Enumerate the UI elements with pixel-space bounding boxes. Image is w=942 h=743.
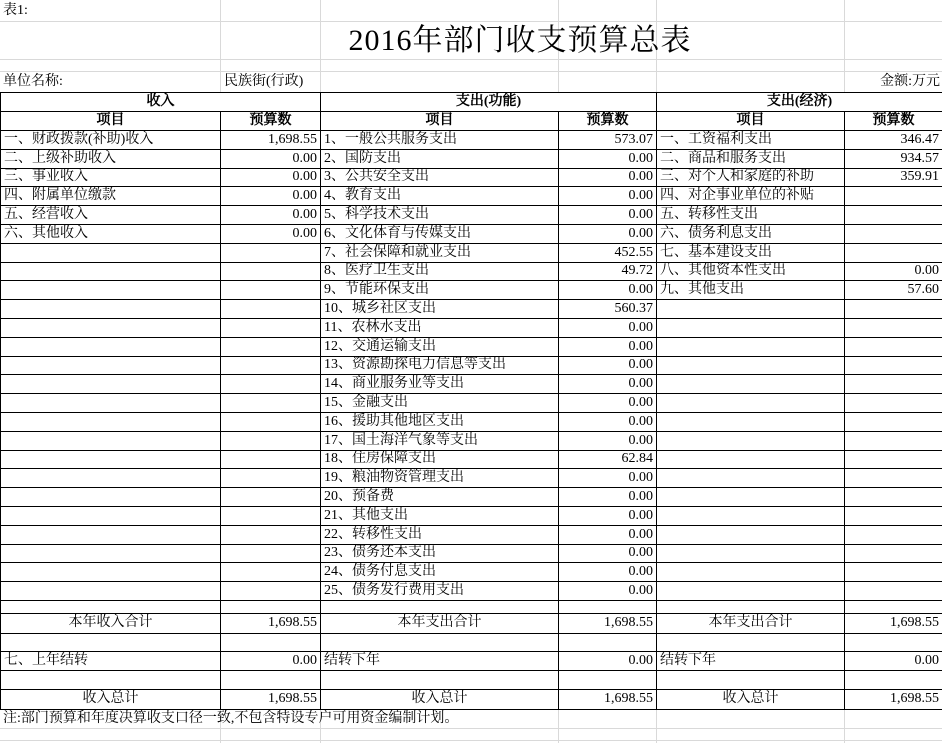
budget-value-cell: 0.00 — [559, 469, 657, 488]
item-label-cell: 三、事业收入 — [1, 168, 221, 187]
item-label-cell: 结转下年 — [321, 651, 559, 670]
item-label-cell — [1, 633, 221, 651]
item-label-cell: 收入总计 — [1, 689, 221, 709]
spacer-row — [0, 729, 942, 741]
item-label-cell: 八、其他资本性支出 — [657, 262, 845, 281]
item-label-cell — [657, 318, 845, 337]
item-label-cell: 九、其他支出 — [657, 281, 845, 300]
budget-value-cell — [221, 525, 321, 544]
item-label-cell: 12、交通运输支出 — [321, 337, 559, 356]
item-label-cell: 五、转移性支出 — [657, 206, 845, 225]
budget-value-cell: 1,698.55 — [845, 613, 942, 633]
item-label-cell — [1, 600, 221, 613]
item-label-cell: 18、住房保障支出 — [321, 450, 559, 469]
item-label-cell — [1, 300, 221, 319]
budget-value-cell: 1,698.55 — [221, 689, 321, 709]
sheet-label-row — [0, 0, 942, 22]
budget-value-cell — [845, 318, 942, 337]
budget-value-cell — [845, 337, 942, 356]
item-label-cell: 23、债务还本支出 — [321, 544, 559, 563]
budget-value-cell: 0.00 — [559, 224, 657, 243]
group-header-revenue: 收入 — [1, 93, 321, 112]
item-label-cell: 本年支出合计 — [321, 613, 559, 633]
budget-value-cell — [221, 375, 321, 394]
table-row — [1, 431, 942, 450]
item-label-cell — [657, 300, 845, 319]
item-label-cell: 13、资源勘探电力信息等支出 — [321, 356, 559, 375]
item-label-cell — [657, 506, 845, 525]
item-label-cell: 3、公共安全支出 — [321, 168, 559, 187]
budget-value-cell: 0.00 — [559, 412, 657, 431]
budget-value-cell — [845, 488, 942, 507]
budget-value-cell — [845, 431, 942, 450]
budget-value-cell: 0.00 — [559, 168, 657, 187]
year-total-row — [1, 613, 942, 633]
budget-value-cell: 573.07 — [559, 131, 657, 150]
budget-value-cell — [845, 582, 942, 601]
budget-value-cell: 1,698.55 — [845, 689, 942, 709]
budget-value-cell: 1,698.55 — [221, 613, 321, 633]
budget-value-cell — [845, 469, 942, 488]
unit-row — [0, 72, 942, 92]
budget-value-cell: 0.00 — [221, 224, 321, 243]
item-label-cell: 17、国土海洋气象等支出 — [321, 431, 559, 450]
item-label-cell — [657, 469, 845, 488]
item-label-cell: 四、附属单位缴款 — [1, 187, 221, 206]
item-label-cell — [657, 394, 845, 413]
item-label-cell — [657, 450, 845, 469]
item-label-cell: 2、国防支出 — [321, 149, 559, 168]
table-row — [1, 356, 942, 375]
budget-value-cell — [221, 356, 321, 375]
item-label-cell: 本年支出合计 — [657, 613, 845, 633]
item-label-cell — [657, 525, 845, 544]
budget-value-cell — [559, 633, 657, 651]
budget-value-cell — [221, 412, 321, 431]
budget-value-cell — [221, 431, 321, 450]
item-label-cell: 收入总计 — [657, 689, 845, 709]
item-label-cell: 11、农林水支出 — [321, 318, 559, 337]
budget-value-cell: 0.00 — [559, 356, 657, 375]
budget-value-cell — [221, 262, 321, 281]
item-label-cell: 二、商品和服务支出 — [657, 149, 845, 168]
item-label-cell — [657, 337, 845, 356]
budget-value-cell — [845, 506, 942, 525]
item-label-cell — [657, 544, 845, 563]
item-label-cell: 七、上年结转 — [1, 651, 221, 670]
budget-value-cell: 0.00 — [559, 187, 657, 206]
unit-name-value: 民族街(行政) — [224, 75, 303, 89]
budget-value-cell: 0.00 — [845, 651, 942, 670]
budget-value-cell — [845, 525, 942, 544]
budget-value-cell — [221, 582, 321, 601]
item-label-cell — [657, 633, 845, 651]
item-label-cell — [321, 670, 559, 689]
spacer-table-row — [1, 670, 942, 689]
column-header-budget: 预算数 — [559, 112, 657, 131]
item-label-cell: 20、预备费 — [321, 488, 559, 507]
item-label-cell — [657, 488, 845, 507]
budget-value-cell — [221, 450, 321, 469]
budget-value-cell — [221, 281, 321, 300]
spacer-table-row — [1, 633, 942, 651]
item-label-cell: 结转下年 — [657, 651, 845, 670]
item-label-cell: 25、债务发行费用支出 — [321, 582, 559, 601]
item-label-cell — [657, 412, 845, 431]
budget-value-cell: 560.37 — [559, 300, 657, 319]
budget-value-cell: 0.00 — [221, 206, 321, 225]
item-label-cell — [1, 525, 221, 544]
item-label-cell — [1, 337, 221, 356]
budget-value-cell: 0.00 — [559, 318, 657, 337]
item-label-cell: 8、医疗卫生支出 — [321, 262, 559, 281]
item-label-cell — [1, 431, 221, 450]
budget-value-cell: 62.84 — [559, 450, 657, 469]
budget-value-cell — [845, 187, 942, 206]
item-label-cell — [1, 544, 221, 563]
item-label-cell: 一、工资福利支出 — [657, 131, 845, 150]
table-row — [1, 224, 942, 243]
item-label-cell: 5、科学技术支出 — [321, 206, 559, 225]
item-label-cell — [657, 356, 845, 375]
item-label-cell: 4、教育支出 — [321, 187, 559, 206]
group-header-expenditure-economic: 支出(经济) — [657, 93, 942, 112]
item-label-cell — [657, 563, 845, 582]
budget-value-cell — [221, 300, 321, 319]
table-row — [1, 563, 942, 582]
budget-value-cell: 0.00 — [559, 206, 657, 225]
budget-value-cell — [845, 633, 942, 651]
item-label-cell — [1, 412, 221, 431]
budget-value-cell: 0.00 — [221, 651, 321, 670]
budget-value-cell: 1,698.55 — [221, 131, 321, 150]
item-label-cell: 三、对个人和家庭的补助 — [657, 168, 845, 187]
footnote-row — [0, 710, 942, 729]
budget-value-cell — [221, 337, 321, 356]
budget-value-cell: 0.00 — [559, 651, 657, 670]
group-header-row — [1, 93, 942, 112]
budget-value-cell — [221, 469, 321, 488]
table-row — [1, 131, 942, 150]
budget-value-cell — [845, 300, 942, 319]
item-label-cell — [657, 670, 845, 689]
spacer-row — [0, 60, 942, 72]
table-body — [1, 131, 942, 710]
column-header-budget: 预算数 — [845, 112, 942, 131]
budget-value-cell — [221, 633, 321, 651]
table-row — [1, 544, 942, 563]
budget-value-cell: 346.47 — [845, 131, 942, 150]
budget-value-cell: 0.00 — [221, 187, 321, 206]
item-label-cell: 五、经营收入 — [1, 206, 221, 225]
budget-value-cell — [845, 356, 942, 375]
budget-value-cell: 0.00 — [559, 506, 657, 525]
item-label-cell — [1, 670, 221, 689]
item-label-cell: 本年收入合计 — [1, 613, 221, 633]
budget-value-cell — [845, 450, 942, 469]
budget-value-cell — [221, 563, 321, 582]
budget-value-cell: 0.00 — [559, 394, 657, 413]
table-row — [1, 375, 942, 394]
table-row — [1, 394, 942, 413]
budget-value-cell: 0.00 — [221, 149, 321, 168]
budget-value-cell: 452.55 — [559, 243, 657, 262]
item-label-cell: 六、其他收入 — [1, 224, 221, 243]
item-label-cell: 二、上级补助收入 — [1, 149, 221, 168]
table-row — [1, 582, 942, 601]
unit-name-label: 单位名称: — [3, 75, 63, 89]
item-label-cell: 19、粮油物资管理支出 — [321, 469, 559, 488]
budget-value-cell — [845, 394, 942, 413]
item-label-cell: 22、转移性支出 — [321, 525, 559, 544]
item-label-cell: 9、节能环保支出 — [321, 281, 559, 300]
budget-value-cell: 0.00 — [559, 563, 657, 582]
table-row — [1, 318, 942, 337]
column-header-row — [1, 112, 942, 131]
table-row — [1, 187, 942, 206]
item-label-cell: 1、一般公共服务支出 — [321, 131, 559, 150]
table-row — [1, 469, 942, 488]
item-label-cell — [1, 356, 221, 375]
budget-value-cell: 934.57 — [845, 149, 942, 168]
budget-value-cell — [845, 375, 942, 394]
item-label-cell: 15、金融支出 — [321, 394, 559, 413]
item-label-cell: 16、援助其他地区支出 — [321, 412, 559, 431]
table-row — [1, 262, 942, 281]
budget-value-cell: 359.91 — [845, 168, 942, 187]
table-row — [1, 206, 942, 225]
budget-table — [0, 92, 942, 710]
item-label-cell: 14、商业服务业等支出 — [321, 375, 559, 394]
budget-value-cell — [221, 506, 321, 525]
item-label-cell — [1, 281, 221, 300]
item-label-cell — [1, 563, 221, 582]
table-row — [1, 506, 942, 525]
column-header-item: 项目 — [657, 112, 845, 131]
item-label-cell: 四、对企事业单位的补贴 — [657, 187, 845, 206]
budget-value-cell — [221, 318, 321, 337]
budget-value-cell: 0.00 — [559, 431, 657, 450]
table-row — [1, 488, 942, 507]
item-label-cell — [321, 600, 559, 613]
carryover-row — [1, 651, 942, 670]
item-label-cell — [657, 431, 845, 450]
sheet-label: 表1: — [3, 4, 28, 18]
table-row — [1, 243, 942, 262]
budget-value-cell — [559, 600, 657, 613]
budget-value-cell: 0.00 — [559, 337, 657, 356]
budget-value-cell — [845, 544, 942, 563]
spacer-table-row — [1, 600, 942, 613]
table-row — [1, 168, 942, 187]
page-title: 2016年部门收支预算总表 — [0, 22, 942, 59]
grand-total-row — [1, 689, 942, 709]
item-label-cell — [1, 262, 221, 281]
item-label-cell: 10、城乡社区支出 — [321, 300, 559, 319]
group-header-expenditure-function: 支出(功能) — [321, 93, 657, 112]
budget-value-cell: 57.60 — [845, 281, 942, 300]
budget-value-cell — [845, 600, 942, 613]
budget-value-cell — [845, 206, 942, 225]
item-label-cell — [1, 488, 221, 507]
budget-value-cell: 0.00 — [845, 262, 942, 281]
budget-value-cell — [221, 394, 321, 413]
item-label-cell: 6、文化体育与传媒支出 — [321, 224, 559, 243]
budget-value-cell — [221, 544, 321, 563]
budget-value-cell: 49.72 — [559, 262, 657, 281]
table-row — [1, 149, 942, 168]
title-row — [0, 22, 942, 60]
item-label-cell — [1, 582, 221, 601]
budget-value-cell: 0.00 — [221, 168, 321, 187]
item-label-cell: 收入总计 — [321, 689, 559, 709]
table-row — [1, 337, 942, 356]
budget-value-cell — [845, 563, 942, 582]
table-row — [1, 450, 942, 469]
item-label-cell: 七、基本建设支出 — [657, 243, 845, 262]
item-label-cell — [321, 633, 559, 651]
budget-value-cell: 0.00 — [559, 525, 657, 544]
budget-value-cell — [221, 243, 321, 262]
item-label-cell — [1, 243, 221, 262]
budget-value-cell: 0.00 — [559, 544, 657, 563]
budget-value-cell: 0.00 — [559, 281, 657, 300]
item-label-cell: 六、债务利息支出 — [657, 224, 845, 243]
item-label-cell: 21、其他支出 — [321, 506, 559, 525]
table-row — [1, 281, 942, 300]
column-header-budget: 预算数 — [221, 112, 321, 131]
footnote: 注:部门预算和年度决算收支口径一致,不包含特设专户可用资金编制计划。 — [3, 712, 458, 726]
column-header-item: 项目 — [321, 112, 559, 131]
item-label-cell — [657, 582, 845, 601]
budget-value-cell — [559, 670, 657, 689]
amount-unit-label: 金额:万元 — [880, 75, 940, 89]
budget-value-cell: 0.00 — [559, 149, 657, 168]
budget-value-cell: 1,698.55 — [559, 613, 657, 633]
item-label-cell — [1, 506, 221, 525]
budget-value-cell — [221, 488, 321, 507]
item-label-cell — [1, 394, 221, 413]
item-label-cell — [1, 450, 221, 469]
item-label-cell: 24、债务付息支出 — [321, 563, 559, 582]
table-row — [1, 525, 942, 544]
budget-value-cell: 0.00 — [559, 375, 657, 394]
budget-value-cell: 0.00 — [559, 582, 657, 601]
budget-value-cell — [845, 412, 942, 431]
budget-value-cell — [845, 224, 942, 243]
table-row — [1, 300, 942, 319]
budget-value-cell — [845, 243, 942, 262]
column-header-item: 项目 — [1, 112, 221, 131]
budget-value-cell — [845, 670, 942, 689]
budget-value-cell — [221, 670, 321, 689]
item-label-cell: 一、财政拨款(补助)收入 — [1, 131, 221, 150]
item-label-cell — [657, 375, 845, 394]
item-label-cell — [1, 469, 221, 488]
item-label-cell — [1, 318, 221, 337]
item-label-cell: 7、社会保障和就业支出 — [321, 243, 559, 262]
budget-value-cell: 0.00 — [559, 488, 657, 507]
budget-value-cell: 1,698.55 — [559, 689, 657, 709]
item-label-cell — [1, 375, 221, 394]
item-label-cell — [657, 600, 845, 613]
table-row — [1, 412, 942, 431]
budget-value-cell — [221, 600, 321, 613]
